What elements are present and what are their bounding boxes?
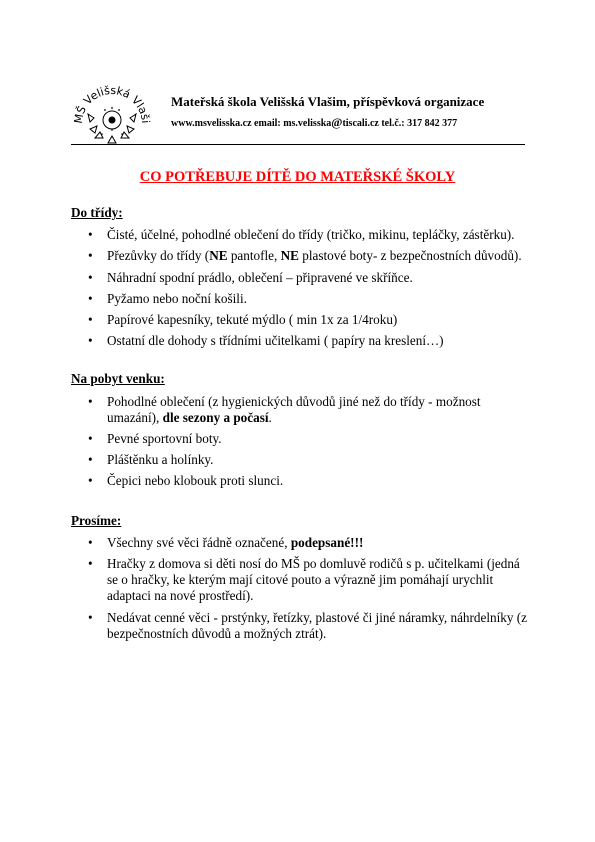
item-list [71,535,531,642]
list-item [71,431,531,447]
item-bold: NE [280,248,299,264]
section-heading: Do třídy: [71,205,123,220]
section-heading: Prosíme: [71,512,122,528]
item-text: pantofle, [227,248,281,264]
list-item [71,610,531,642]
item-text: Nedávat cenné věci - prstýnky, řetízky, plastové či jiné náramky, náhrdelníky (z bezpečnostních důvodů a možných ztrát). [107,609,528,641]
item-text: Pohodlné oblečení (z hygienických důvodů jiné než do třídy - možnost umazání), [107,393,481,425]
list-item [71,291,531,307]
item-text: Ostatní dle dohody s třídními učitelkami ( papíry na kreslení…) [107,333,444,349]
list-item [71,556,531,605]
item-text: plastové boty- z bezpečnostních důvodů). [298,248,522,264]
item-bold: NE [209,248,228,264]
list-item [71,452,531,468]
item-text: Hračky z domova si děti nosí do MŠ po domluvě rodičů s p. učitelkami (jedná se o hračky, ke kterým mají citové pouto a výrazně jim pomáhají urychlit adaptaci na nové prostředí). [107,556,520,604]
item-text: Přezůvky do třídy ( [107,248,210,264]
list-item [71,248,531,264]
item-bold: podepsané!!! [290,534,364,550]
school-logo [64,74,160,146]
at-sign: @ [331,115,343,129]
document-title: CO POTŘEBUJE DÍTĚ DO MATEŘSKÉ ŠKOLY [139,169,456,185]
item-text: Všechny své věci řádně označené, [107,534,291,550]
list-item [71,312,531,328]
list-item [71,473,531,489]
list-item [71,227,531,243]
section-please [71,513,531,642]
contact-line [171,115,457,130]
contact-domain-phone: tiscali.cz tel.č.: 317 842 377 [342,118,458,129]
item-text: . [268,409,272,425]
item-text: Pláštěnku a holínky. [107,452,214,468]
list-item [71,333,531,349]
item-text: Papírové kapesníky, tekuté mýdlo ( min 1x za 1/4roku) [107,312,398,328]
header-divider [71,144,525,145]
logo-text: MŠ Velišská Vlaši [71,83,153,125]
organization-name: Mateřská škola Velišská Vlašim, příspěvková organizace [171,94,485,109]
item-text: Náhradní spodní prádlo, oblečení – připravené ve skříňce. [107,269,413,285]
section-outdoor [71,371,531,489]
item-text: Pevné sportovní boty. [107,431,222,447]
list-item [71,270,531,286]
item-list [71,227,531,349]
section-heading: Na pobyt venku: [71,371,165,387]
list-item [71,535,531,551]
item-text: Čisté, účelné, pohodlné oblečení do třídy (tričko, mikinu, tepláčky, zástěrku). [107,227,515,243]
section-class [71,205,531,349]
document-body [71,205,531,647]
svg-text:MŠ Velišská Vlašim [64,74,152,124]
item-list [71,394,531,490]
contact-web-email: www.msvelisska.cz email: ms.velisska [171,118,332,129]
item-bold: dle sezony a počasí [162,409,269,425]
item-text: Pyžamo nebo noční košili. [107,290,247,306]
list-item [71,394,531,426]
item-text: Čepici nebo klobouk proti slunci. [107,473,284,489]
